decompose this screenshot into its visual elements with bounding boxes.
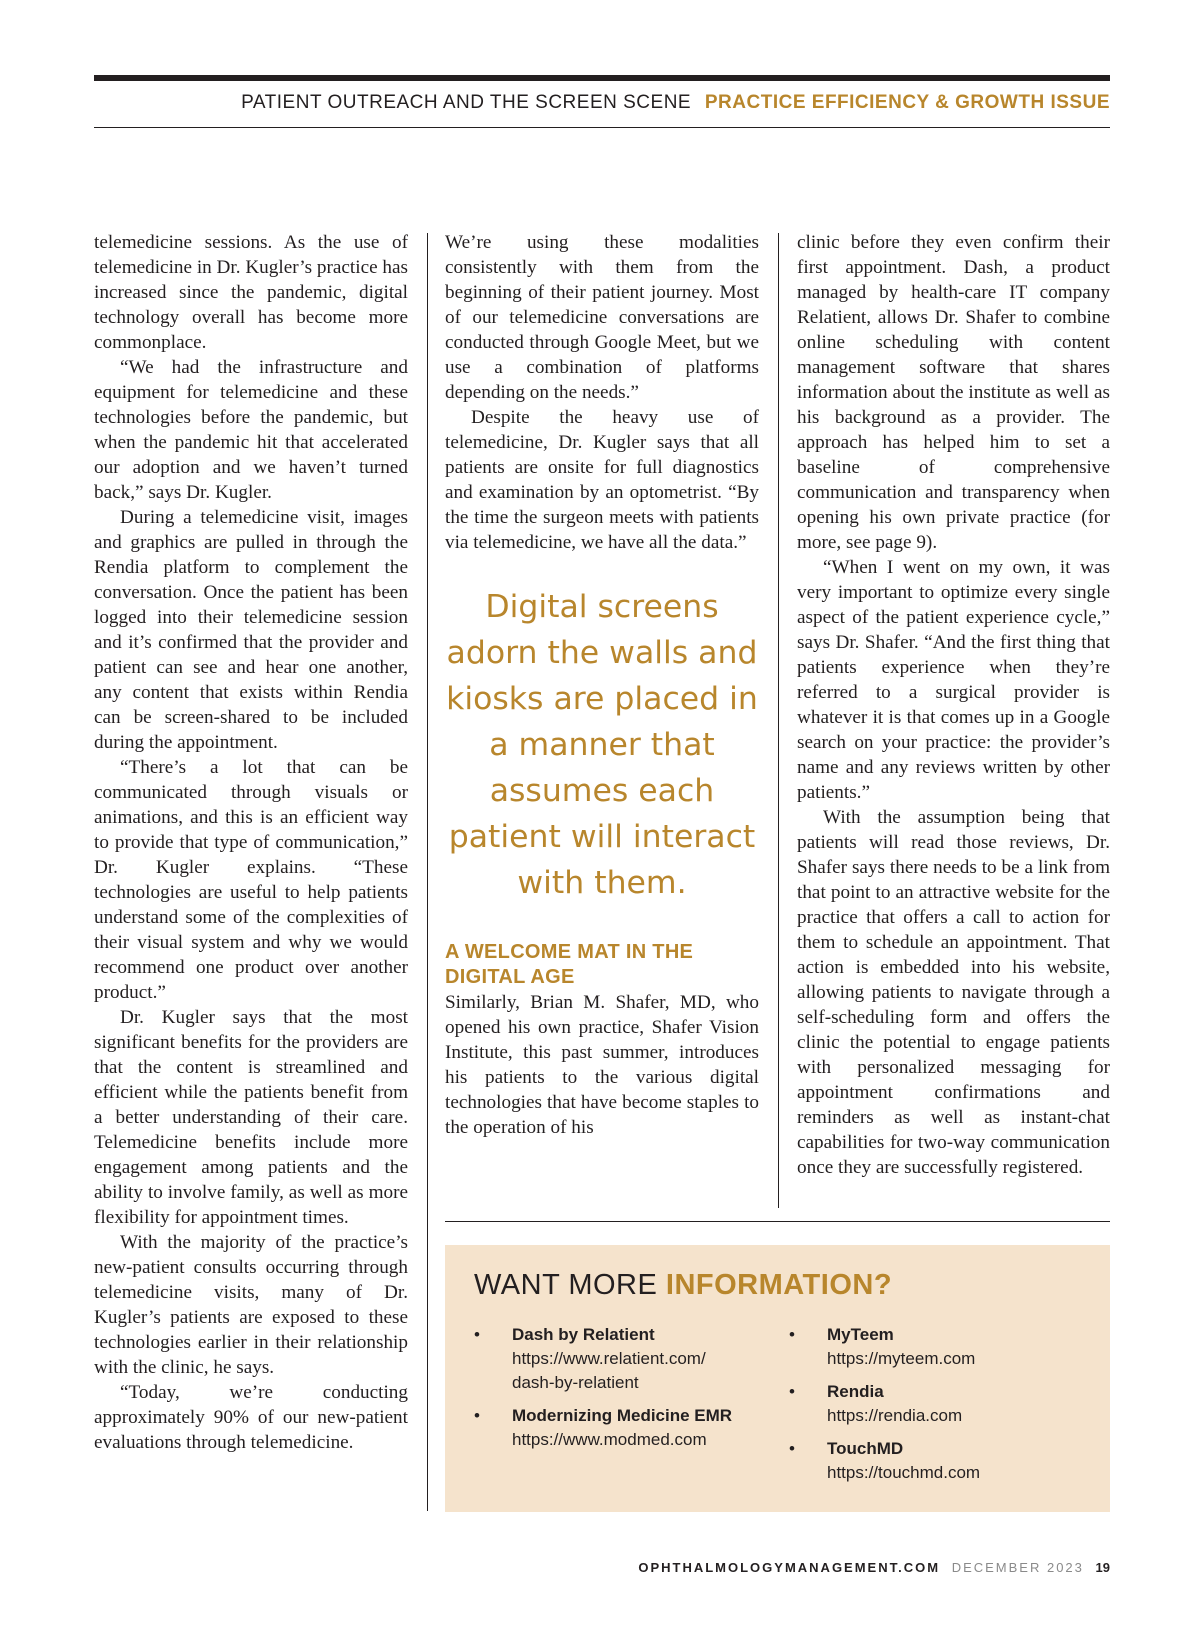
resource-list-left bbox=[474, 1323, 774, 1461]
paragraph: telemedicine sessions. As the use of telemedicine in Dr. Kugler’s practice has increased since the pandemic, digital technology overall has become more commonplace. bbox=[94, 232, 408, 353]
resource-link[interactable]: https://www.modmed.com bbox=[512, 1430, 707, 1449]
section-title: PATIENT OUTREACH AND THE SCREEN SCENE bbox=[241, 92, 692, 113]
title-plain: WANT MORE bbox=[474, 1269, 666, 1301]
pull-quote: Digital screens adorn the walls and kiosks are placed in a manner that assumes each patient will interact with them. bbox=[446, 589, 758, 901]
resource-item bbox=[789, 1437, 1089, 1485]
column-divider bbox=[778, 233, 779, 1208]
resource-item bbox=[474, 1404, 774, 1452]
resource-item bbox=[474, 1323, 774, 1395]
paragraph: Similarly, Brian M. Shafer, MD, who opened his own practice, Shafer Vision Institute, this past summer, introduces his patients to the various digital technologies that have become staples to the operation of his bbox=[445, 992, 759, 1138]
header-rule bbox=[94, 127, 1110, 128]
article-column-3 bbox=[797, 230, 1110, 1180]
paragraph: “When I went on my own, it was very important to optimize every single aspect of the patient experience cycle,” says Dr. Shafer. “And the first thing that patients experience when they’re referred to a surgical provider is whatever it is that comes up in a Google search on your practice: the provider’s name and any reviews written by other patients.” bbox=[797, 557, 1110, 803]
resource-item bbox=[789, 1380, 1089, 1428]
resource-link[interactable]: https://touchmd.com bbox=[827, 1463, 981, 1482]
paragraph: During a telemedicine visit, images and graphics are pulled in through the Rendia platform to complement the conversation. Once the patient has been logged into their telemedicine session and it’s confirmed that the provider and patient can see and hear one another, any content that exists within Rendia can be screen-shared to be included during the appointment. bbox=[94, 507, 408, 753]
resource-name: Dash by Relatient bbox=[512, 1325, 655, 1344]
paragraph: “We had the infrastructure and equipment for telemedicine and these technologies before the pandemic, but when the pandemic hit that accelerated our adoption and we haven’t turned back,” says Dr. Kugler. bbox=[94, 357, 408, 503]
article-column-1 bbox=[94, 230, 408, 1455]
running-header bbox=[94, 92, 1110, 114]
resource-name: MyTeem bbox=[827, 1325, 894, 1344]
article-column-2 bbox=[445, 230, 759, 1140]
section-subhead: A WELCOME MAT IN THE DIGITAL AGE bbox=[445, 941, 694, 988]
paragraph: Despite the heavy use of telemedicine, Dr. Kugler says that all patients are onsite for full diagnostics and examination by an optometrist. “By the time the surgeon meets with patients via telemedicine, we have all the data.” bbox=[445, 407, 759, 553]
top-rule bbox=[94, 75, 1110, 81]
column-divider bbox=[427, 233, 428, 1511]
bullet-icon: • bbox=[789, 1382, 795, 1401]
resource-list-right bbox=[789, 1323, 1089, 1494]
resource-link[interactable]: dash-by-relatient bbox=[512, 1373, 639, 1392]
page-footer bbox=[638, 1560, 1110, 1575]
footer-site[interactable]: OPHTHALMOLOGYMANAGEMENT.COM bbox=[638, 1560, 941, 1575]
bullet-icon: • bbox=[789, 1325, 795, 1344]
section-rule bbox=[445, 1221, 1110, 1222]
resource-box bbox=[445, 1245, 1110, 1512]
bullet-icon: • bbox=[474, 1406, 480, 1425]
resource-name: TouchMD bbox=[827, 1439, 904, 1458]
paragraph: “There’s a lot that can be communicated through visuals or animations, and this is an efficient way to provide that type of communication,” Dr. Kugler explains. “These technologies are useful to help patients understand some of the complexities of their visual system and why we would recommend one product over another product.” bbox=[94, 757, 408, 1003]
resource-item bbox=[789, 1323, 1089, 1371]
bullet-icon: • bbox=[474, 1325, 480, 1344]
paragraph: Dr. Kugler says that the most significant benefits for the providers are that the content is streamlined and efficient while the patients benefit from a better understanding of their care. Telemedicine benefits include more engagement among patients and the ability to involve family, as well as more flexibility for appointment times. bbox=[94, 1007, 408, 1228]
resource-name: Modernizing Medicine EMR bbox=[512, 1406, 733, 1425]
footer-date: DECEMBER 2023 bbox=[951, 1560, 1084, 1575]
resource-link[interactable]: https://myteem.com bbox=[827, 1349, 976, 1368]
paragraph: “Today, we’re conducting approximately 90% of our new-patient evaluations through telemedicine. bbox=[94, 1382, 408, 1453]
issue-title: PRACTICE EFFICIENCY & GROWTH ISSUE bbox=[704, 92, 1110, 113]
bullet-icon: • bbox=[789, 1439, 795, 1458]
paragraph: With the majority of the practice’s new-patient consults occurring through telemedicine visits, many of Dr. Kugler’s patients are exposed to these technologies earlier in their relationship with the clinic, he says. bbox=[94, 1232, 408, 1378]
paragraph: With the assumption being that patients will read those reviews, Dr. Shafer says there needs to be a link from that point to an attractive website for the practice that offers a call to action for them to schedule an appointment. That action is embedded into his website, allowing patients to navigate through a self-scheduling form and offers the clinic the potential to engage patients with personalized messaging for appointment confirmations and reminders as well as instant-chat capabilities for two-way communication once they are successfully registered. bbox=[797, 807, 1110, 1178]
resource-link[interactable]: https://rendia.com bbox=[827, 1406, 963, 1425]
paragraph: clinic before they even confirm their first appointment. Dash, a product managed by health-care IT company Relatient, allows Dr. Shafer to combine online scheduling with content management software that shares information about the institute as well as his background as a provider. The approach has helped him to set a baseline of comprehensive communication and transparency when opening his own private practice (for more, see page 9). bbox=[797, 232, 1110, 553]
resource-box-title bbox=[474, 1269, 892, 1302]
paragraph: We’re using these modalities consistently with them from the beginning of their patient journey. Most of our telemedicine conversations are conducted through Google Meet, but we use a combination of platforms depending on the needs.” bbox=[445, 232, 759, 403]
page-number: 19 bbox=[1095, 1560, 1110, 1575]
resource-name: Rendia bbox=[827, 1382, 884, 1401]
resource-link[interactable]: https://www.relatient.com/ bbox=[512, 1349, 706, 1368]
title-accent: INFORMATION? bbox=[665, 1269, 893, 1301]
